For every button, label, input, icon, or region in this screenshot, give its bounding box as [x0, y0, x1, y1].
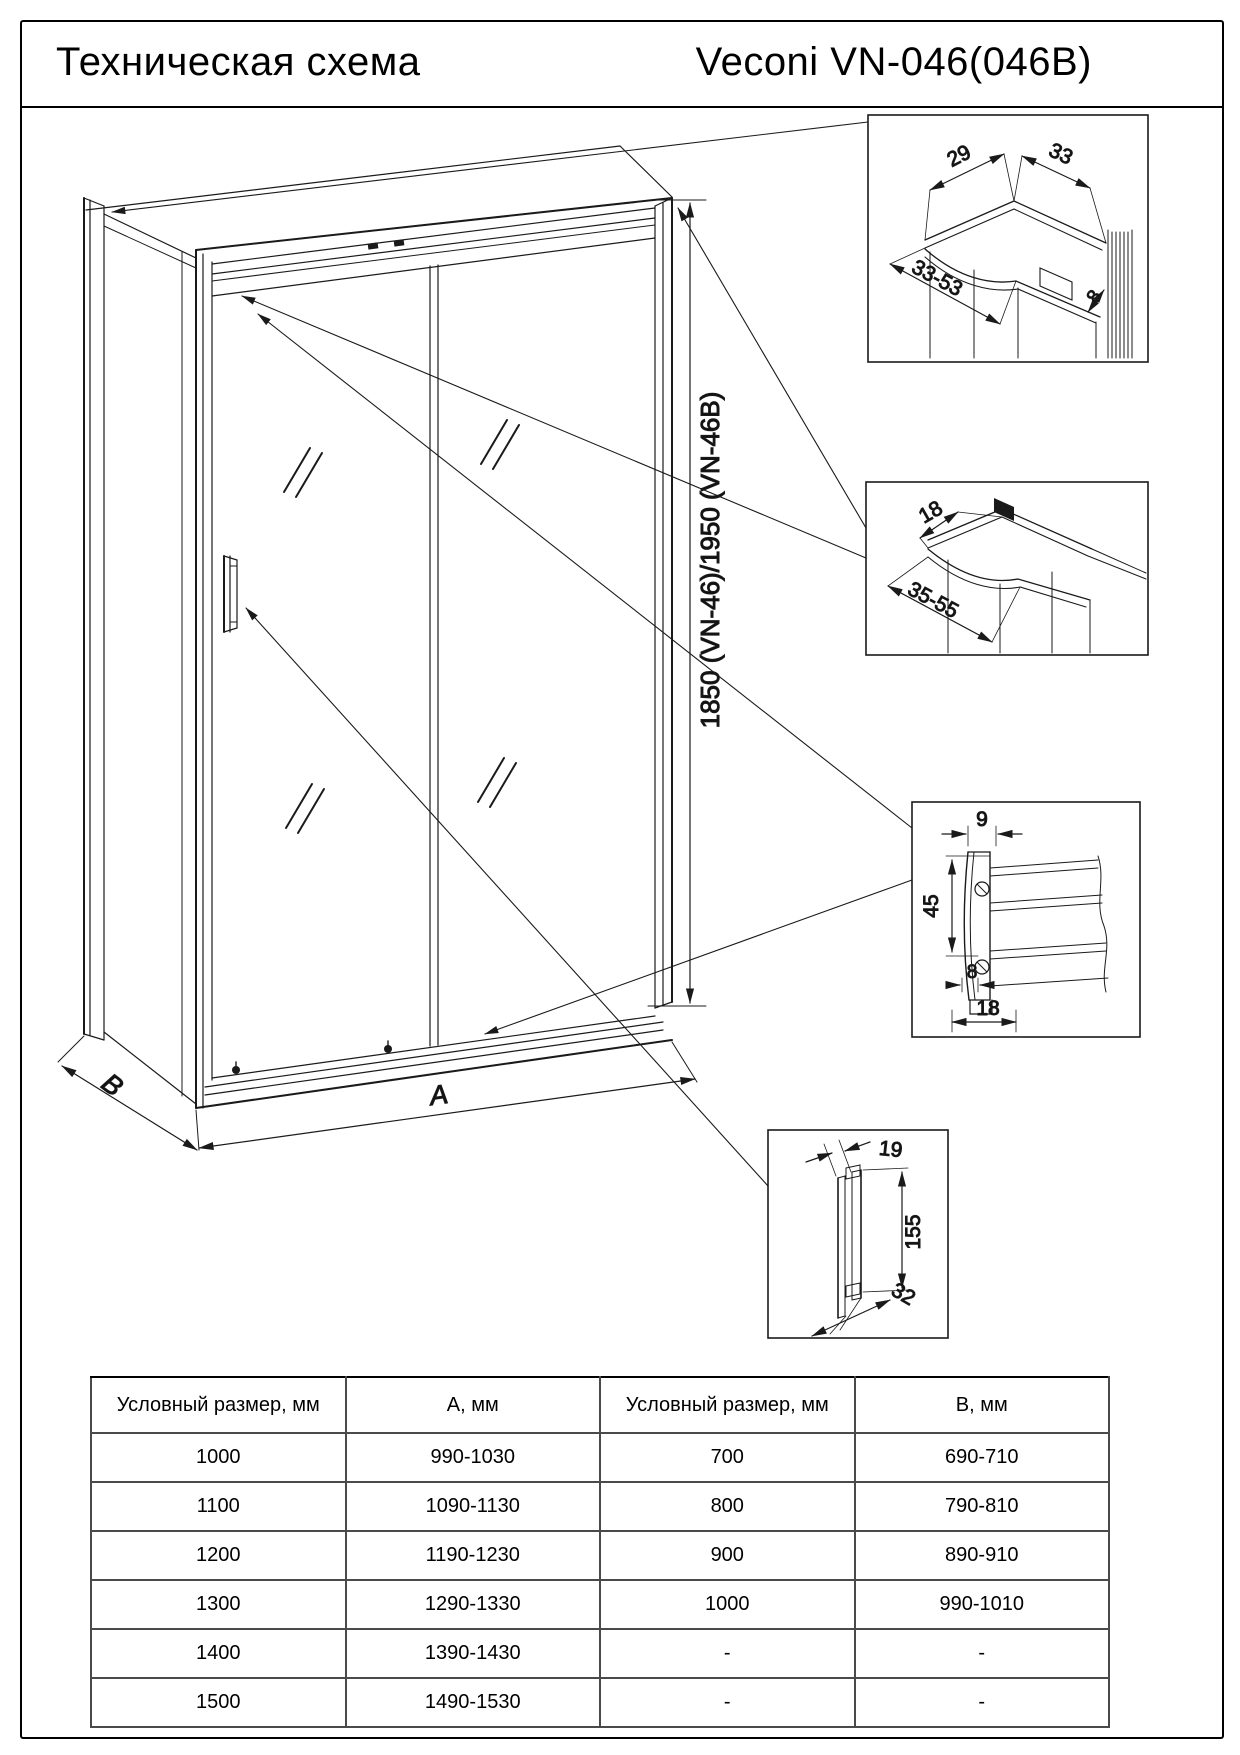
dim-top-33-53: 33-53: [907, 255, 967, 302]
height-dimension: [648, 200, 725, 1006]
dim-wall-8: 8: [966, 962, 978, 983]
side-wall-profile: [84, 198, 104, 1040]
dim-handle-19: 19: [877, 1136, 904, 1163]
size-table-header-cell: А, мм: [346, 1377, 601, 1433]
depth-dimension-b: [58, 1036, 197, 1150]
table-row: [91, 1482, 1109, 1531]
size-table-header-row: [91, 1377, 1109, 1433]
table-cell: -: [600, 1629, 855, 1678]
dim-top-8: 8: [1082, 286, 1107, 308]
table-cell: -: [855, 1629, 1110, 1678]
dim-mid-35-55: 35-55: [903, 577, 963, 624]
detail-wall-profile: [912, 802, 1140, 1037]
table-cell: 1000: [91, 1433, 346, 1482]
top-track: [196, 198, 672, 296]
size-table-body: [91, 1433, 1109, 1727]
table-row: [91, 1678, 1109, 1727]
height-dimension-label: 1850 (VN-46)/1950 (VN-46B): [695, 391, 725, 729]
table-cell: 800: [600, 1482, 855, 1531]
door-handle: [224, 556, 237, 632]
dim-top-33: 33: [1045, 138, 1077, 170]
dim-mid-18: 18: [914, 496, 947, 529]
model-title: Veconi VN-046(046B): [695, 40, 1092, 84]
size-table-header-cell: Условный размер, мм: [91, 1377, 346, 1433]
table-row: [91, 1433, 1109, 1482]
dim-top-29: 29: [943, 140, 975, 172]
table-cell: 1000: [600, 1580, 855, 1629]
glass-section-hatch: [1108, 230, 1132, 358]
table-row: [91, 1580, 1109, 1629]
dim-handle-32: 32: [887, 1278, 920, 1311]
table-cell: 1390-1430: [346, 1629, 601, 1678]
table-cell: 990-1030: [346, 1433, 601, 1482]
dim-wall-18: 18: [976, 997, 1000, 1020]
table-cell: 1100: [91, 1482, 346, 1531]
table-cell: 990-1010: [855, 1580, 1110, 1629]
glass-divider: [430, 265, 438, 1046]
table-cell: 1500: [91, 1678, 346, 1727]
main-enclosure-view: [58, 122, 912, 1186]
size-table-header-cell: В, мм: [855, 1377, 1110, 1433]
leader-lines: [112, 122, 912, 1186]
track-clamp: [368, 242, 379, 249]
table-row: [91, 1629, 1109, 1678]
size-table: [90, 1376, 1110, 1728]
glass-reflection-marks: [284, 420, 519, 833]
depth-dimension-label: B: [96, 1067, 129, 1103]
table-cell: 1290-1330: [346, 1580, 601, 1629]
table-cell: 1490-1530: [346, 1678, 601, 1727]
dim-wall-45: 45: [920, 894, 943, 918]
detail-box-border: [868, 115, 1148, 362]
size-table-header-cell: Условный размер, мм: [600, 1377, 855, 1433]
table-cell: -: [855, 1678, 1110, 1727]
table-cell: 790-810: [855, 1482, 1110, 1531]
detail-top-rail-profile: [868, 115, 1148, 362]
table-cell: 1400: [91, 1629, 346, 1678]
door-right-frame: [655, 198, 672, 1008]
dim-wall-9: 9: [976, 808, 988, 831]
page-title: Техническая схема: [56, 40, 421, 84]
table-cell: -: [600, 1678, 855, 1727]
detail-box-border: [912, 802, 1140, 1037]
width-dimension-label: A: [427, 1078, 450, 1112]
table-cell: 1190-1230: [346, 1531, 601, 1580]
detail-handle: [768, 1130, 948, 1338]
glass-edge-lines: [990, 856, 1108, 992]
table-cell: 1300: [91, 1580, 346, 1629]
table-cell: 1200: [91, 1531, 346, 1580]
table-cell: 890-910: [855, 1531, 1110, 1580]
table-cell: 700: [600, 1433, 855, 1482]
width-dimension-a: [196, 1042, 697, 1150]
table-cell: 1090-1130: [346, 1482, 601, 1531]
table-cell: 690-710: [855, 1433, 1110, 1482]
table-cell: 900: [600, 1531, 855, 1580]
table-row: [91, 1531, 1109, 1580]
dim-handle-155: 155: [902, 1214, 925, 1250]
side-glass-panel: [104, 214, 196, 1104]
door-left-frame: [196, 250, 212, 1108]
detail-bottom-rail-profile: [866, 482, 1148, 655]
